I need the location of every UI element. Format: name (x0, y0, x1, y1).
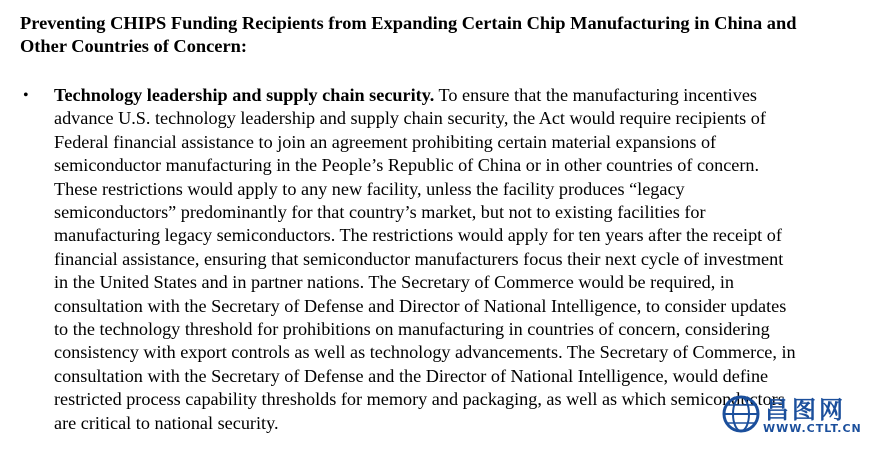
watermark-url: WWW.CTLT.CN (763, 422, 862, 435)
bullet-icon: • (23, 87, 29, 104)
paragraph-line-2: advance U.S. technology leadership and supply chain security, the Act would require recipients of (54, 108, 766, 129)
paragraph-line-15: are critical to national security. (54, 412, 279, 433)
watermark-name: 昌图网 (765, 396, 846, 424)
paragraph-line-14: restricted process capability thresholds for memory and packaging, as well as which semiconductors (54, 389, 785, 410)
list-item (20, 84, 872, 435)
paragraph-line-1 (54, 84, 872, 107)
paragraph-line-4: semiconductor manufacturing in the People’s Republic of China or in other countries of concern. (54, 155, 760, 176)
paragraph-line-8: financial assistance, ensuring that semiconductor manufacturers focus their next cycle of investment (54, 248, 784, 269)
heading-line-2: Other Countries of Concern: (20, 36, 247, 56)
paragraph-line-5: These restrictions would apply to any new facility, unless the facility produces “legacy (54, 178, 685, 199)
paragraph-line-11: to the technology threshold for prohibitions on manufacturing in countries of concern, considering (54, 319, 770, 340)
heading-line-1: Preventing CHIPS Funding Recipients from Expanding Certain Chip Manufacturing in China and (20, 13, 797, 33)
paragraph-line-7: manufacturing legacy semiconductors. The restrictions would apply for ten years after the receipt of (54, 225, 782, 246)
bullet-list (20, 84, 872, 435)
paragraph-line-12: consistency with export controls as well as technology advancements. The Secretary of Commerce, in (54, 342, 796, 363)
paragraph-line-1-rest: To ensure that the manufacturing incentives (434, 85, 757, 105)
paragraph-line-13: consultation with the Secretary of Defense and the Director of National Intelligence, would define (54, 365, 769, 386)
paragraph-line-10: consultation with the Secretary of Defense and Director of National Intelligence, to consider updates (54, 295, 787, 316)
paragraph-line-6: semiconductors” predominantly for that country’s market, but not to existing facilities for (54, 202, 706, 223)
document-page (20, 12, 872, 435)
document-heading (20, 12, 872, 58)
paragraph-line-3: Federal financial assistance to join an agreement prohibiting certain material expansions of (54, 131, 717, 152)
bullet-lead: Technology leadership and supply chain security. (54, 85, 435, 105)
paragraph-line-9: in the United States and in partner nations. The Secretary of Commerce would be required, in (54, 272, 734, 293)
